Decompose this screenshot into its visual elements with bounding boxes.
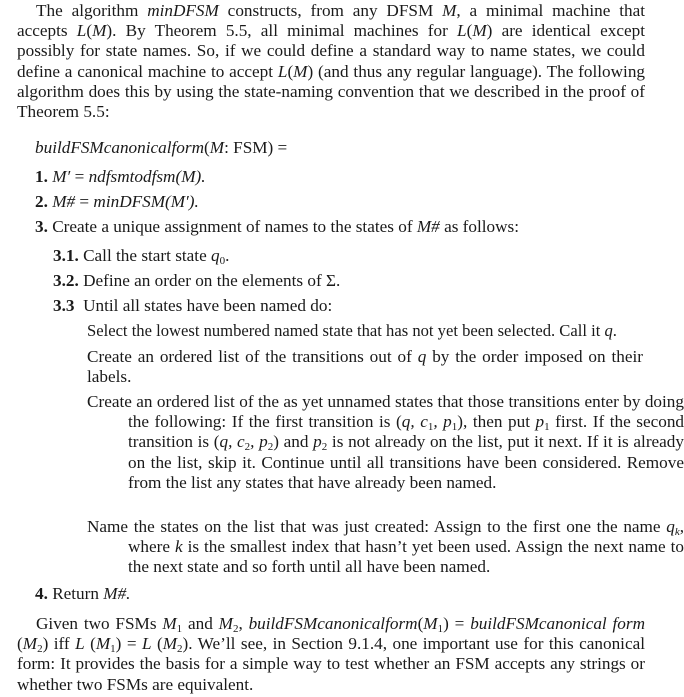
step-3-2: 3.2. Define an order on the elements of Σ. [53, 271, 341, 290]
substep-order-transitions: Create an ordered list of the transitions out of q by the order imposed on their labels. [87, 347, 643, 387]
step-1: 1. M′ = ndfsmtodfsm(M). [35, 167, 206, 186]
substep-name-states: Name the states on the list that was just created: Assign to the first one the name $q_k$, where k is the smallest index that hasn’t yet been used. Assign the next name to the next state and so forth until all have been named. [87, 517, 684, 577]
algorithm-signature: buildFSMcanonicalform(M: FSM) = [35, 138, 288, 157]
step-3-1: 3.1. Call the start state $q_0$. [53, 246, 230, 267]
outro-paragraph: Given two FSMs $M_1$ and $M_2$, $buildFSMcanonicalform(M_1)$ = buildFSMcanonical form $(M_2)$ iff L $(M_1) = L$ $(M_2)$. We’ll see, in Section 9.1.4, one important use for this canonical form: It provides the basis for a simple way to test whether an FSM accepts any strings or whether two FSMs are equivalent. [17, 614, 645, 694]
step-3: 3. Create a unique assignment of names to the states of M# as follows: [35, 217, 520, 236]
substep-order-states: Create an ordered list of the as yet unnamed states that those transitions enter by doing the following: If the first transition is (q, $c_1$, $p_1$), then put $p_1$ first. If the second transition is (q, $c_2$, $p_2$) and $p_2$ is not already on the list, put it next. If it is already on the list, skip it. Continue until all transitions have been considered. Remove from the list any states that have already been named. [87, 392, 684, 492]
intro-paragraph: The algorithm minDFSM constructs, from any DFSM M, a minimal machine that accepts L(M). By Theorem 5.5, all minimal machines for L(M) are identical except possibly for state names. So, if we could define a standard way to name states, we could define a canonical machine to accept L(M) (and thus any regular language). The following algorithm does this by using the state-naming convention that we described in the proof of Theorem 5.5: [17, 1, 646, 122]
step-2: 2. M# = minDFSM(M′). [35, 192, 199, 211]
substep-select: Select the lowest numbered named state that has not yet been selected. Call it q. [87, 321, 617, 340]
step-3-3: 3.3 Until all states have been named do: [53, 296, 333, 315]
step-4: 4. Return M#. [35, 584, 131, 603]
